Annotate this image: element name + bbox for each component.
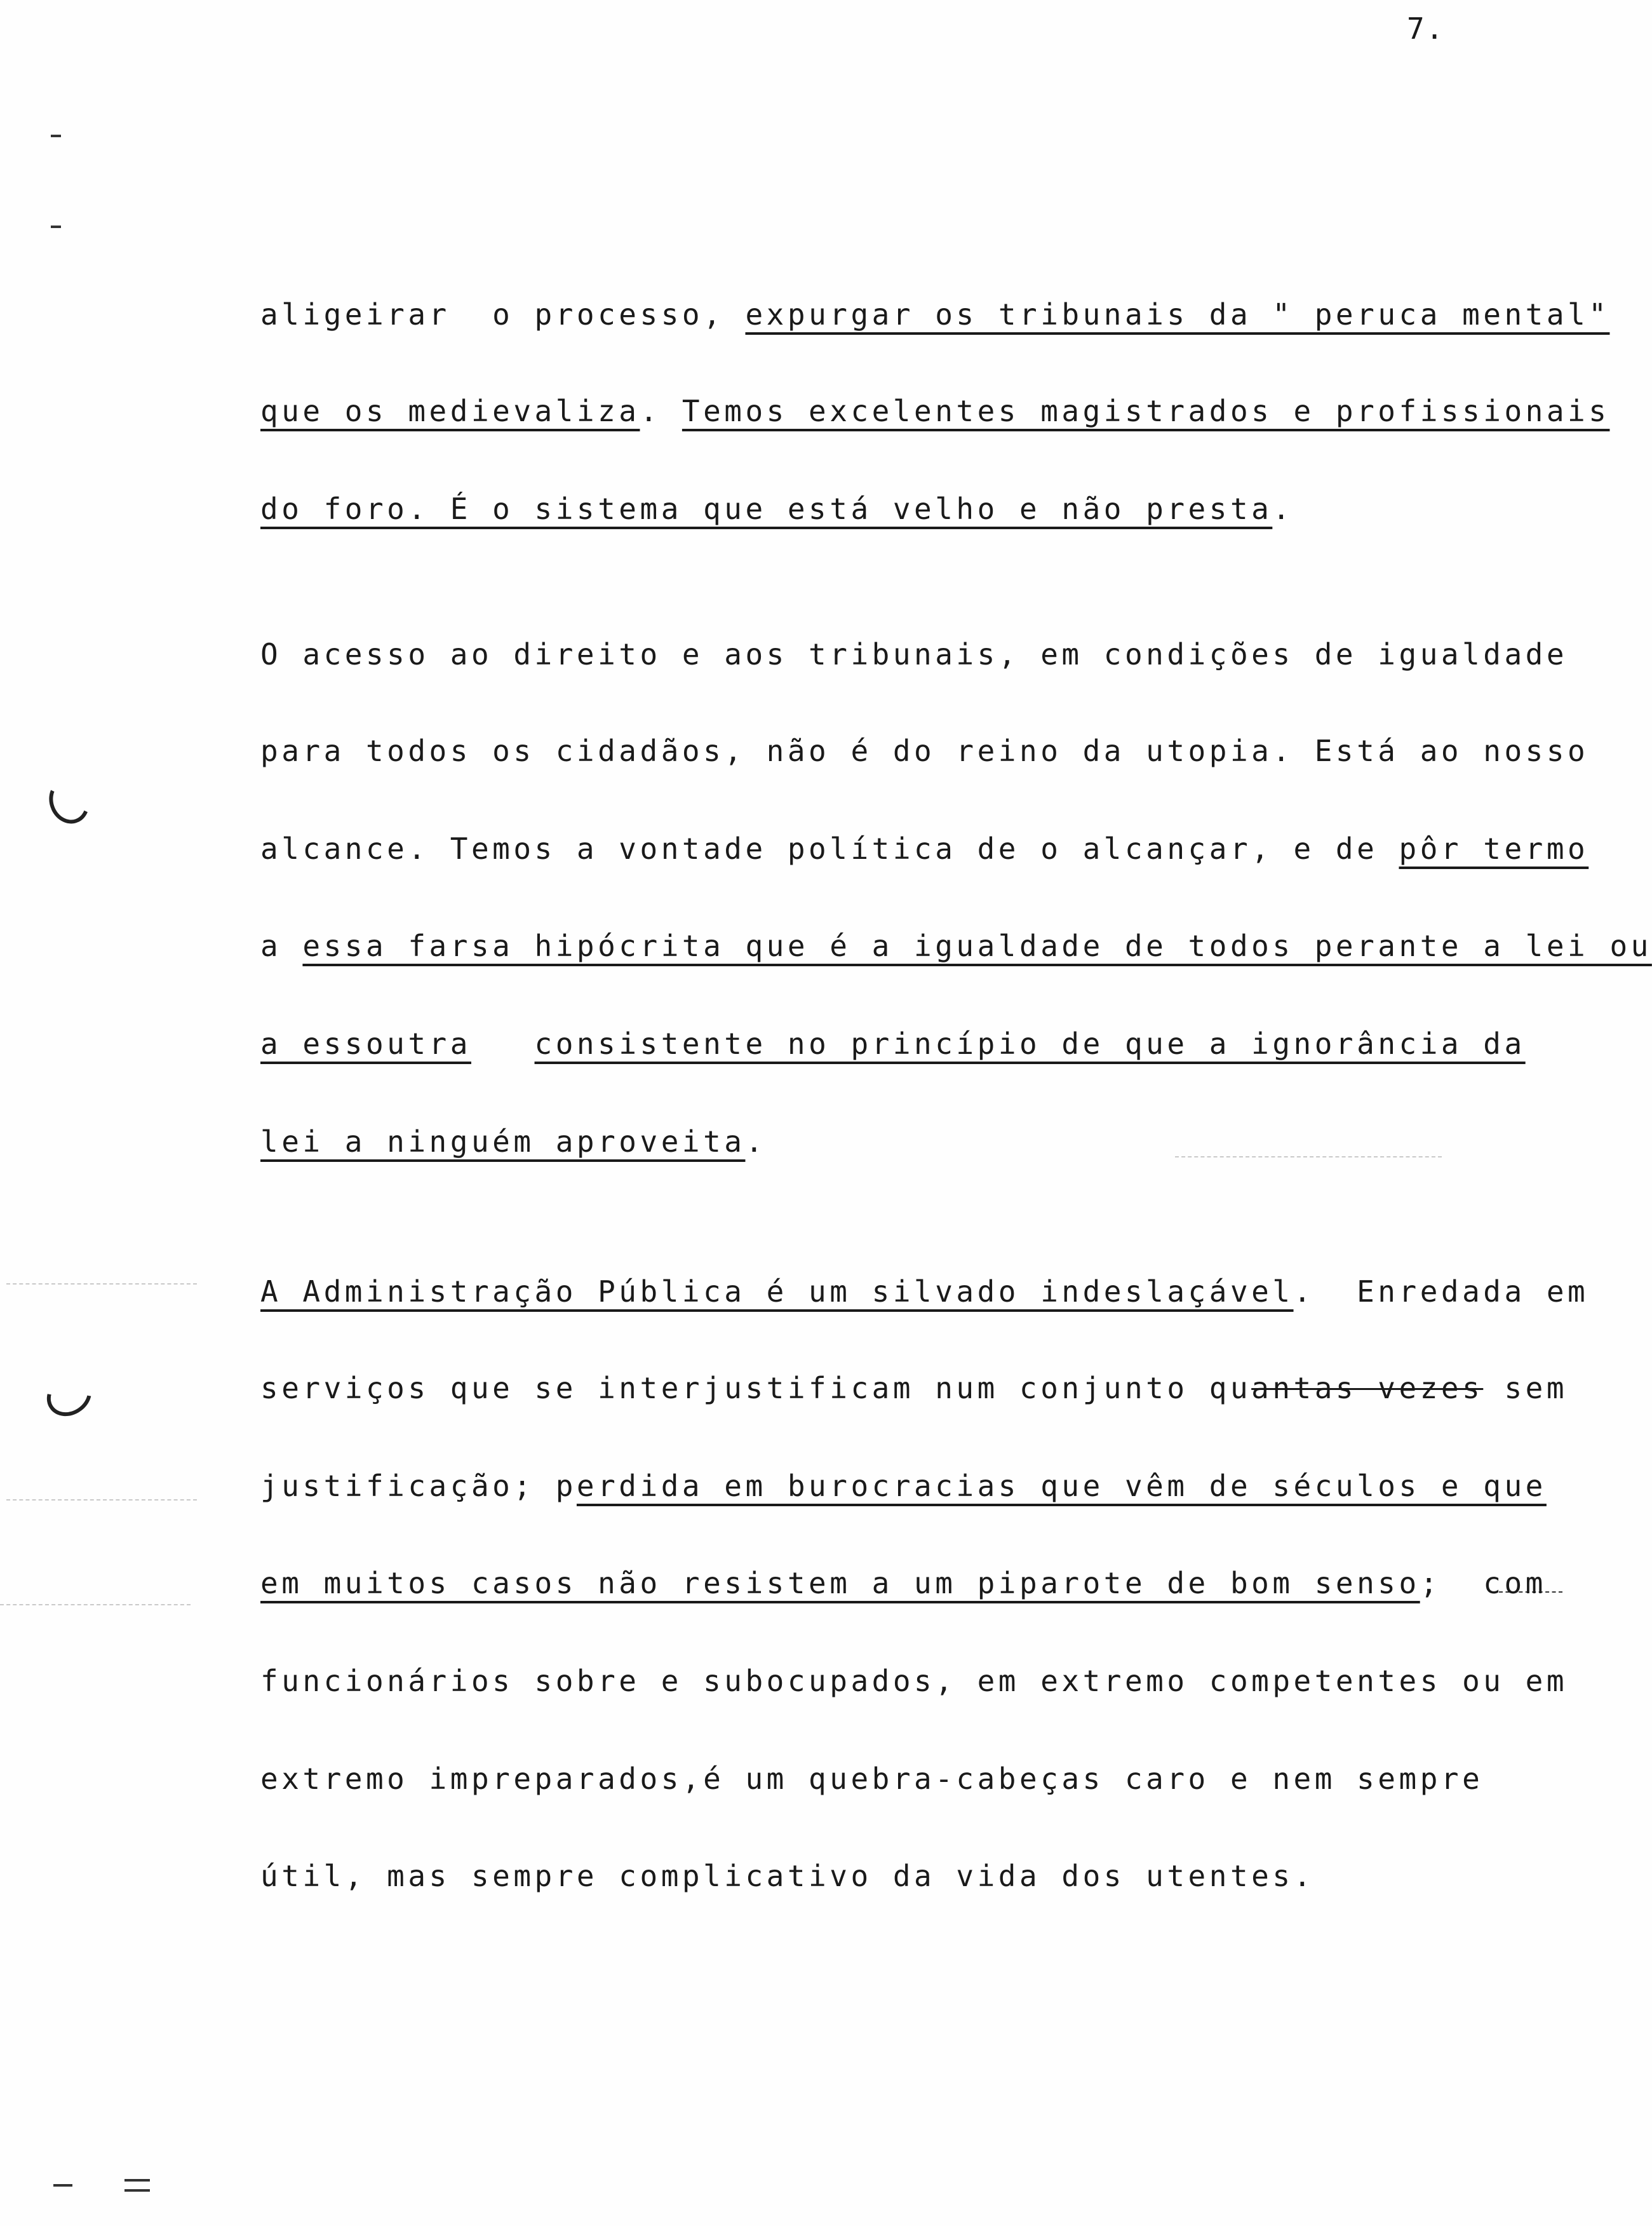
- text-segment: serviços que se interjustificam num conjunto qu: [260, 1371, 1252, 1405]
- text-segment: [471, 1027, 535, 1061]
- text-line: [260, 1272, 1588, 1311]
- margin-dash: [51, 226, 61, 228]
- margin-bracket-mark: [39, 1365, 100, 1424]
- text-segment: extremo impreparados,é um quebra-cabeças caro e nem sempre: [260, 1762, 1484, 1796]
- margin-bracket-mark: [43, 773, 96, 830]
- text-line: [260, 1369, 1568, 1407]
- underlined-text: pôr termo: [1399, 832, 1589, 866]
- text-segment: a: [260, 929, 303, 963]
- scan-speck: [1175, 1156, 1442, 1159]
- text-line: [260, 732, 1588, 770]
- underlined-text: lei a ninguém aproveita: [260, 1124, 746, 1159]
- scan-speck: [6, 1283, 197, 1286]
- text-segment: . Enredada em: [1293, 1274, 1589, 1309]
- struck-text: antas vezes: [1251, 1371, 1484, 1405]
- text-line: [260, 1467, 1547, 1505]
- text-segment: justificação; p: [260, 1469, 577, 1503]
- underlined-text: Temos excelentes magistrados e profissionais: [682, 394, 1610, 428]
- text-line: [260, 1564, 1547, 1602]
- underlined-text: essa farsa hipócrita que é a igualdade de todos perante a lei ou: [302, 929, 1652, 963]
- text-segment: ; com: [1420, 1566, 1547, 1600]
- margin-dash: [51, 135, 61, 137]
- text-line: [260, 1662, 1568, 1700]
- underlined-text: A Administração Pública é um silvado indeslaçável: [260, 1274, 1294, 1309]
- text-segment: .: [640, 394, 682, 428]
- underlined-text: consistente no princípio de que a ignorância da: [534, 1027, 1526, 1061]
- text-line: [260, 490, 1294, 528]
- scan-speck: [0, 1604, 191, 1607]
- text-segment: sem: [1483, 1371, 1568, 1405]
- text-segment: .: [745, 1124, 767, 1159]
- text-segment: útil, mas sempre complicativo da vida dos utentes.: [260, 1859, 1315, 1893]
- underlined-text: erdida em burocracias que vêm de séculos e que: [576, 1469, 1547, 1503]
- page-number: 7.: [1407, 11, 1445, 46]
- text-line: [260, 1025, 1526, 1063]
- text-segment: aligeirar o processo,: [260, 297, 746, 332]
- text-segment: O acesso ao direito e aos tribunais, em condições de igualdade: [260, 637, 1568, 671]
- underlined-text: do foro. É o sistema que está velho e não presta: [260, 492, 1273, 526]
- text-segment: alcance. Temos a vontade política de o alcançar, e de: [260, 832, 1399, 866]
- margin-dash: [124, 2179, 150, 2182]
- text-segment: funcionários sobre e subocupados, em extremo competentes ou em: [260, 1664, 1568, 1698]
- text-line: [260, 1760, 1483, 1798]
- margin-dash: [124, 2189, 150, 2192]
- underlined-text: em muitos casos não resistem a um piparote de bom senso: [260, 1566, 1420, 1600]
- underlined-text: que os medievaliza: [260, 394, 640, 428]
- text-line: [260, 295, 1609, 334]
- text-segment: para todos os cidadãos, não é do reino da utopia. Está ao nosso: [260, 734, 1589, 768]
- underlined-text: expurgar os tribunais da " peruca mental": [745, 297, 1610, 332]
- text-line: [260, 392, 1609, 430]
- text-line: [260, 830, 1588, 868]
- text-line: [260, 635, 1568, 673]
- margin-dash: [53, 2184, 72, 2187]
- text-line: [260, 1123, 767, 1161]
- text-line: [260, 1857, 1315, 1895]
- scan-speck: [6, 1499, 197, 1502]
- underlined-text: a essoutra: [260, 1027, 471, 1061]
- text-segment: .: [1272, 492, 1294, 526]
- text-line: [260, 927, 1652, 965]
